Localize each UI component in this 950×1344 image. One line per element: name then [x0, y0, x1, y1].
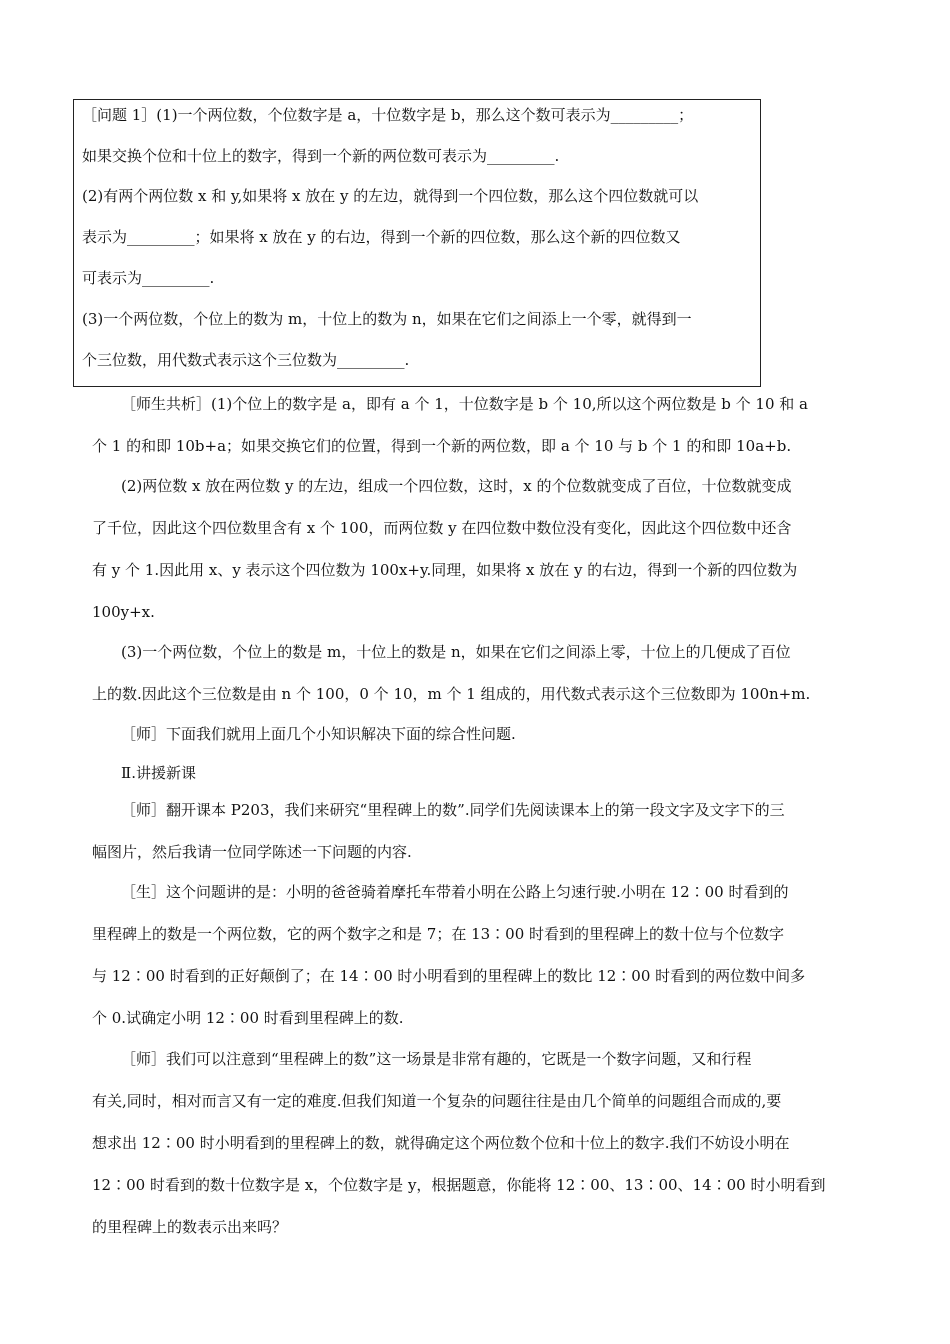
paragraph-line: 个 1 的和即 10b+a；如果交换它们的位置，得到一个新的两位数，即 a 个 10 与 b 个 1 的和即 10a+b.	[92, 437, 792, 455]
paragraph-line: 想求出 12∶00 时小明看到的里程碑上的数，就得确定这个两位数个位和十位上的数字.我们不妨设小明在	[92, 1134, 790, 1152]
paragraph-line: ［师］翻开课本 P203，我们来研究“里程碑上的数”.同学们先阅读课本上的第一段文字及文字下的三	[121, 801, 785, 819]
paragraph-line: 的里程碑上的数表示出来吗？	[92, 1218, 288, 1236]
paragraph-line: ［师］下面我们就用上面几个小知识解决下面的综合性问题.	[121, 725, 516, 743]
paragraph-line: 上的数.因此这个三位数是由 n 个 100，0 个 10，m 个 1 组成的，用代数式表示这个三位数即为 100n+m.	[92, 685, 811, 703]
paragraph-line: 了千位，因此这个四位数里含有 x 个 100，而两位数 y 在四位数中数位没有变化，因此这个四位数中还含	[92, 519, 792, 537]
problem-line: ［问题 1］(1)一个两位数，个位数字是 a，十位数字是 b，那么这个数可表示为_________；	[82, 106, 694, 124]
paragraph-line: 有 y 个 1.因此用 x、y 表示这个四位数为 100x+y.同理，如果将 x 放在 y 的右边，得到一个新的四位数为	[92, 561, 798, 579]
paragraph-line: 100y+x.	[92, 603, 155, 621]
paragraph-line: ［生］这个问题讲的是：小明的爸爸骑着摩托车带着小明在公路上匀速行驶.小明在 12∶00 时看到的	[121, 883, 789, 901]
paragraph-line: 与 12∶00 时看到的正好颠倒了；在 14∶00 时小明看到的里程碑上的数比 12∶00 时看到的两位数中间多	[92, 967, 806, 985]
problem-box	[73, 99, 761, 387]
paragraph-line: ［师生共析］(1)个位上的数字是 a，即有 a 个 1，十位数字是 b 个 10,所以这个两位数是 b 个 10 和 a	[121, 395, 808, 413]
paragraph-line: (3)一个两位数，个位上的数是 m，十位上的数是 n，如果在它们之间添上零，十位上的几便成了百位	[121, 643, 791, 661]
paragraph-line: 幅图片，然后我请一位同学陈述一下问题的内容.	[92, 843, 412, 861]
problem-line: (3)一个两位数，个位上的数为 m，十位上的数为 n，如果在它们之间添上一个零，就得到一	[82, 310, 692, 328]
problem-line: 个三位数，用代数式表示这个三位数为_________.	[82, 351, 410, 369]
paragraph-line: 里程碑上的数是一个两位数，它的两个数字之和是 7；在 13∶00 时看到的里程碑上的数十位与个位数字	[92, 925, 785, 943]
problem-line: (2)有两个两位数 x 和 y,如果将 x 放在 y 的左边，就得到一个四位数，那么这个四位数就可以	[82, 187, 699, 205]
paragraph-line: 个 0.试确定小明 12∶00 时看到里程碑上的数.	[92, 1009, 404, 1027]
paragraph-line: 12∶00 时看到的数十位数字是 x，个位数字是 y，根据题意，你能将 12∶00、13∶00、14∶00 时小明看到	[92, 1176, 826, 1194]
problem-line: 表示为_________；如果将 x 放在 y 的右边，得到一个新的四位数，那么这个新的四位数又	[82, 228, 681, 246]
paragraph-line: (2)两位数 x 放在两位数 y 的左边，组成一个四位数，这时，x 的个位数就变成了百位，十位数就变成	[121, 477, 792, 495]
paragraph-line: ［师］我们可以注意到“里程碑上的数”这一场景是非常有趣的，它既是一个数字问题，又和行程	[121, 1050, 752, 1068]
section-heading: Ⅱ.讲援新课	[121, 764, 196, 782]
paragraph-line: 有关,同时，相对而言又有一定的难度.但我们知道一个复杂的问题往往是由几个简单的问题组合而成的,要	[92, 1092, 782, 1110]
problem-line: 可表示为_________.	[82, 269, 215, 287]
problem-line: 如果交换个位和十位上的数字，得到一个新的两位数可表示为_________.	[82, 147, 560, 165]
